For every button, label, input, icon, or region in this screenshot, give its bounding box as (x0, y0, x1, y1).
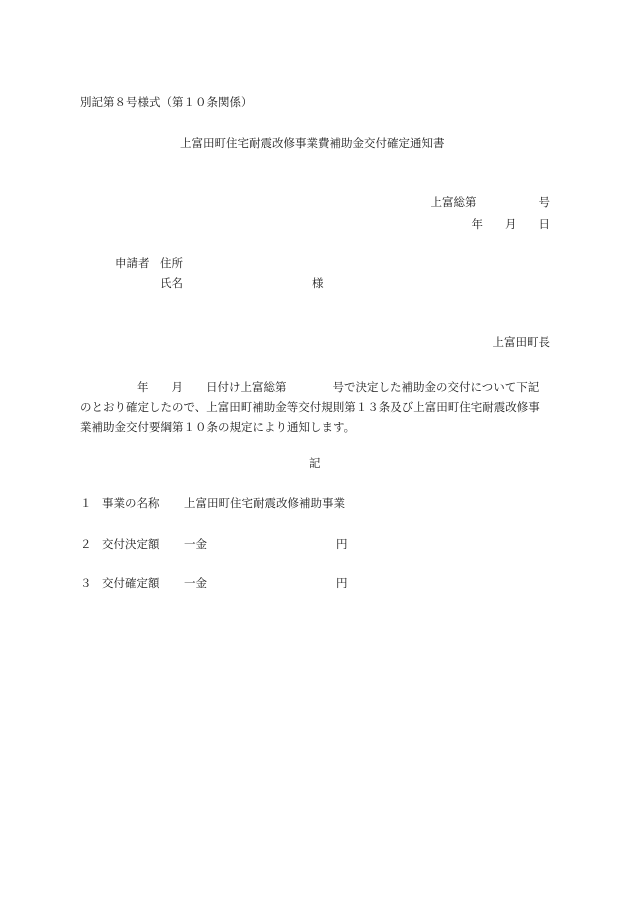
issue-date (431, 216, 551, 231)
notice-body-line-1 (80, 377, 552, 397)
body-month: 月 (171, 380, 183, 394)
document-title: 上富田町住宅耐震改修事業費補助金交付確定通知書 (180, 136, 445, 150)
ki-heading: 記 (309, 456, 321, 470)
item-label: 交付確定額 (102, 576, 160, 590)
list-item (80, 537, 348, 551)
document-number-blank (477, 197, 539, 209)
issue-date-year: 年 (471, 216, 483, 231)
document-number-suffix: 号 (538, 195, 550, 209)
item-value: 上富田町住宅耐震改修補助事業 (184, 496, 345, 510)
item-number: １ (80, 496, 92, 510)
applicant-honorific: 様 (312, 276, 324, 290)
body-line-1-rest: 号で決定した補助金の交付について下記 (332, 380, 540, 394)
item-unit: 円 (336, 576, 348, 590)
applicant-name-label: 氏名 (160, 276, 183, 290)
notice-body-line-3: 業補助金交付要綱第１０条の規定により通知します。 (80, 420, 356, 434)
body-date-reference: 日付け上富総第 (206, 380, 287, 394)
document-number-block (431, 197, 551, 230)
document-number (431, 197, 551, 209)
issue-date-day: 日 (538, 216, 550, 231)
body-year: 年 (137, 380, 149, 394)
item-unit: 円 (336, 537, 348, 551)
item-value: 一金 (184, 576, 207, 590)
form-header-label: 別記第８号様式（第１０条関係） (80, 95, 253, 109)
applicant-address-label: 住所 (160, 256, 183, 270)
item-number: ３ (80, 576, 92, 590)
item-label: 事業の名称 (102, 496, 160, 510)
item-label: 交付決定額 (102, 537, 160, 551)
item-number: ２ (80, 537, 92, 551)
issue-date-month: 月 (505, 216, 517, 231)
list-item (80, 576, 348, 590)
notice-body-line-2: のとおり確定したので、上富田町補助金等交付規則第１３条及び上富田町住宅耐震改修事 (80, 400, 540, 414)
list-item (80, 498, 345, 510)
notice-body (80, 377, 552, 437)
item-value: 一金 (184, 537, 207, 551)
issuer-name: 上富田町長 (492, 335, 550, 349)
document-number-prefix: 上富総第 (430, 195, 477, 209)
applicant-label: 申請者 (115, 256, 150, 270)
